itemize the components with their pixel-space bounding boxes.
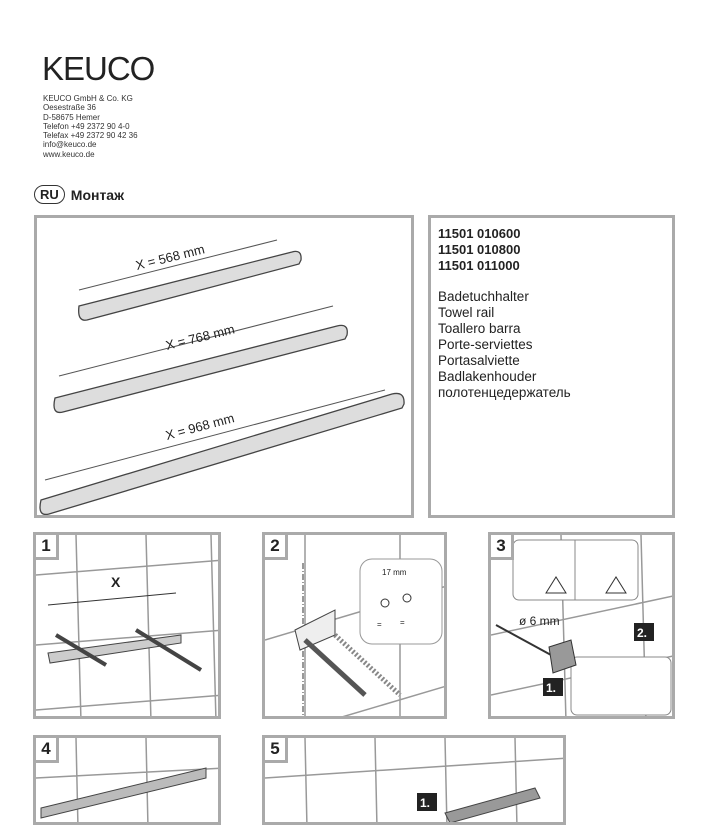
address-line: info@keuco.de xyxy=(43,140,97,150)
address-line: Oesestraße 36 xyxy=(43,103,96,113)
keuco-logo: KEUCO xyxy=(42,50,155,87)
substep-1-label: 1. xyxy=(420,796,431,810)
equal-mark: = xyxy=(400,618,405,627)
company-address xyxy=(43,94,138,159)
address-line: KEUCO GmbH & Co. KG xyxy=(43,94,133,103)
address-line: Telefax +49 2372 90 42 36 xyxy=(43,131,138,141)
section-heading xyxy=(34,185,124,204)
product-name: полотенцедержатель xyxy=(438,385,571,400)
mounting-illustration xyxy=(265,738,566,825)
step-5-panel xyxy=(262,735,566,825)
dimension-label: X = 968 mm xyxy=(163,410,236,443)
product-name: Badetuchhalter xyxy=(438,289,529,304)
address-line: D-58675 Hemer xyxy=(43,112,100,122)
drill-size-label: ø 6 mm xyxy=(519,614,560,628)
spacing-label: 17 mm xyxy=(382,568,407,577)
step-number: 2 xyxy=(265,535,288,560)
step-2-panel xyxy=(262,532,447,719)
dimension-x-label: X xyxy=(111,574,121,590)
dimension-label: X = 768 mm xyxy=(164,321,237,353)
bracket-illustration xyxy=(265,535,447,719)
drilling-illustration xyxy=(491,535,675,719)
product-name: Portasalviette xyxy=(438,353,520,368)
address-line: Telefon +49 2372 90 4-0 xyxy=(43,121,130,131)
step-number: 5 xyxy=(265,738,288,763)
product-code: 11501 010600 xyxy=(438,226,521,241)
tile-wall-illustration xyxy=(36,535,221,719)
product-name: Toallero barra xyxy=(438,321,521,336)
equal-mark: = xyxy=(377,620,382,629)
product-name: Porte-serviettes xyxy=(438,337,533,352)
step-3-panel xyxy=(488,532,675,719)
product-info-panel xyxy=(428,215,675,518)
language-badge: RU xyxy=(34,185,65,204)
towel-rails-illustration xyxy=(37,218,414,518)
address-line: www.keuco.de xyxy=(43,149,95,159)
level-illustration xyxy=(36,738,221,825)
substep-2-label: 2. xyxy=(637,626,648,640)
step-number: 3 xyxy=(491,535,514,560)
dimension-label: X = 568 mm xyxy=(134,241,207,273)
product-code: 11501 010800 xyxy=(438,242,521,257)
step-4-panel xyxy=(33,735,221,825)
overview-panel xyxy=(34,215,414,518)
substep-1-label: 1. xyxy=(546,681,557,695)
step-1-panel xyxy=(33,532,221,719)
step-number: 1 xyxy=(36,535,59,560)
product-code: 11501 011000 xyxy=(438,258,520,273)
section-title: Монтаж xyxy=(70,186,125,203)
wall-plugs-inset xyxy=(571,657,671,715)
product-name: Towel rail xyxy=(438,305,495,320)
product-name: Badlakenhouder xyxy=(438,369,537,384)
step-number: 4 xyxy=(36,738,59,763)
